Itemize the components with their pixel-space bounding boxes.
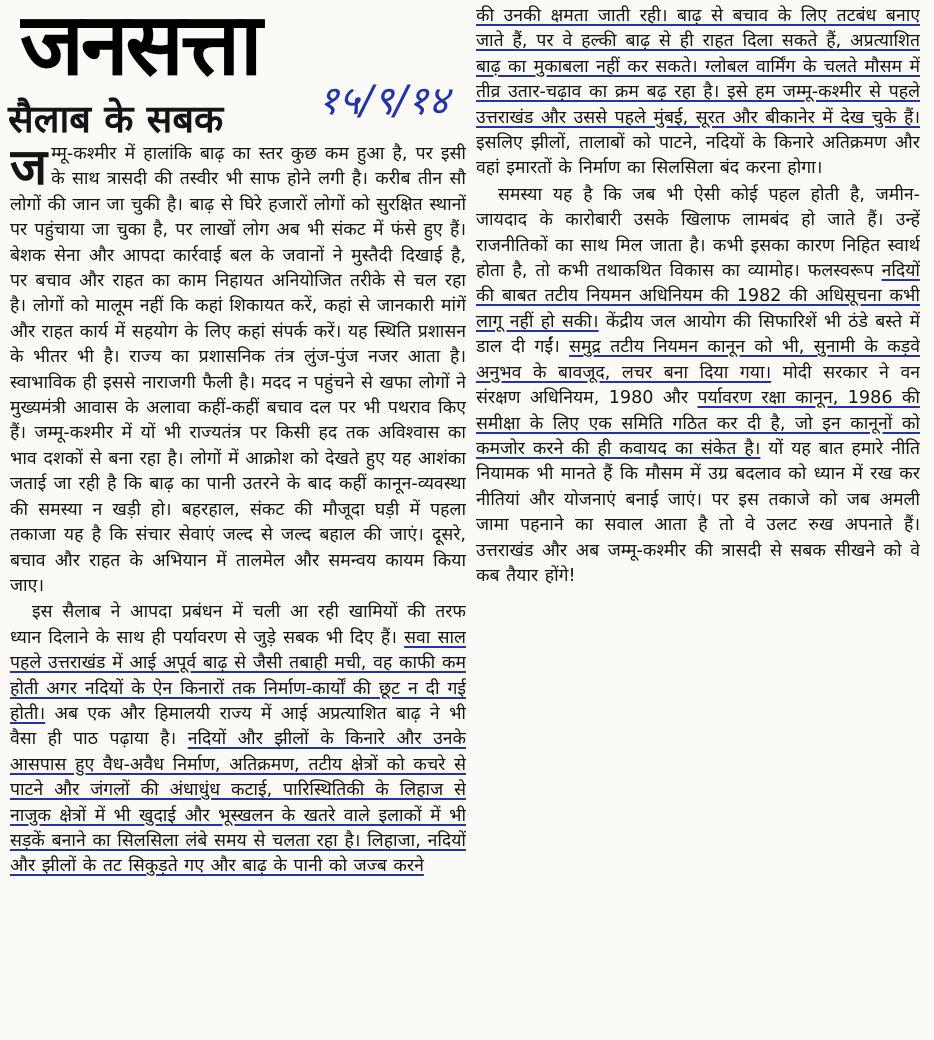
underlined-text: सवा साल पहले उत्तराखंड में आई अपूर्व बाढ़ से जैसी तबाही मची, वह काफी कम होती अगर नदियों के ऐन किनारों तक निर्माण-कार्यों की छूट न दी गई होती। [10,627,466,724]
underlined-text: पर्यावरण रक्षा कानून, 1986 की समीक्षा के लिए एक समिति गठित कर दी है, जो इन कानूनों को कमजोर करने की ही कवायद का संकेत है। [476,388,920,459]
editorial-headline: सैलाब के सबक [8,97,224,141]
underlined-text: समुद्र तटीय नियमन कानून को भी, सुनामी के कड़वे अनुभव के बावजूद, लचर बना दिया गया। [476,337,920,383]
handwritten-date-note: १५/९/१४ [318,78,449,124]
underlined-text: नदियों की बाबत तटीय नियमन अधिनियम की 1982 की अधिसूचना कभी लागू नहीं हो सकी। [476,261,920,332]
paragraph-text: इसलिए झीलों, तालाबों को पाटने, नदियों के किनारे अतिक्रमण और वहां इमारतों के निर्माण का सिलसिला बंद करना होगा। [476,133,920,179]
paragraph-text: इस सैलाब ने आपदा प्रबंधन में चली आ रही खामियों की तरफ ध्यान दिलाने के साथ ही पर्यावरण से जुड़े सबक भी दिए हैं। [10,602,466,648]
paragraph-text: यों यह बात हमारे नीति नियामक भी मानते हैं कि मौसम में उग्र बदलाव को ध्यान में रख कर नीतियां और योजनाएं बनाई जाएं। पर इस तकाजे को जब अमली जामा पहनाने का सवाल आता है तो वे उलट रुख अपनाते हैं। उत्तराखंड और अब जम्मू-कश्मीर की त्रासदी से सबक सीखने को वे कब तैयार होंगे! [476,438,920,586]
article-column-right [476,4,920,684]
paragraph [476,4,920,182]
paragraph [10,142,466,599]
underlined-text: की उनकी क्षमता जाती रही। बाढ़ से बचाव के लिए तटबंध बनाए जाते हैं, पर वे हल्की बाढ़ से ही राहत दिला सकते हैं, अप्रत्याशित बाढ़ का मुकाबला नहीं कर सकते। ग्लोबल वार्मिंग के चलते मौसम में तीव्र उतार-चढ़ाव का क्रम बढ़ रहा है। इसे हम जम्मू-कश्मीर से पहले उत्तराखंड और उससे पहले मुंबई, सूरत और बीकानेर में देख चुके हैं। [476,6,920,128]
newspaper-masthead: जनसत्ता [20,2,260,88]
paragraph [476,183,920,590]
paragraph-text: केंद्रीय जल आयोग की सिफारिशें भी ठंडे बस्ते में डाल दी गईं। [476,311,920,358]
underlined-text: नदियों और झीलों के किनारे और उनके आसपास हुए वैध-अवैध निर्माण, अतिक्रमण, तटीय क्षेत्रों को कचरे से पाटने और जंगलों की अंधाधुंध कटाई, पारिस्थितिकी के लिहाज से नाजुक क्षेत्रों में भी खुदाई और भूस्खलन के खतरे वाले इलाकों में भी सड़कें बनाने का सिलसिला लंबे समय से चलता रहा है। लिहाजा, नदियों और झीलों के तट सिकुड़ते गए और बाढ़ के पानी को जज्ब करने [10,729,466,877]
paragraph-text: म्मू-कश्मीर में हालांकि बाढ़ का स्तर कुछ कम हुआ है, पर इसी के साथ त्रासदी की तस्वीर भी साफ होने लगी है। करीब तीन सौ लोगों की जान जा चुकी है। बाढ़ से घिरे हजारों लोगों को सुरक्षित स्थानों पर पहुंचाया जा चुका है, पर लाखों लोग अब भी संकट में फंसे हुए हैं। बेशक सेना और आपदा कार्रवाई बल के जवानों ने मुस्तैदी दिखाई है, पर बचाव और राहत का काम निहायत अनियोजित तरीके से चल रहा है। लोगों को मालूम नहीं कि कहां शिकायत करें, कहां से जानकारी मांगें और राहत कार्य में सहयोग के लिए कहां संपर्क करें। यह स्थिति प्रशासन के भीतर भी है। राज्य का प्रशासनिक तंत्र लुंज-पुंज नजर आता है। स्वाभाविक ही इससे नाराजगी फैली है। मदद न पहुंचने से खफा लोगों ने मुख्यमंत्री आवास के अलावा कहीं-कहीं बचाव दल पर भी पथराव किए हैं। जम्मू-कश्मीर में यों भी राज्यतंत्र पर किसी हद तक अविश्वास का भाव दशकों से बना रहा है। लोगों में आक्रोश को देखते हुए यह आशंका जताई जा रही है कि बाढ़ का पानी उतरने के बाद कहीं कानून-व्यवस्था की समस्या न खड़ी हो। बहरहाल, संकट की मौजूदा घड़ी में पहला तकाजा यह है कि संचार सेवाएं जल्द से जल्द बहाल की जाएं। दूसरे, बचाव और राहत के अभियान में तालमेल और समन्वय कायम किया जाए। [10,144,466,596]
drop-cap: ज [10,142,48,196]
paragraph-text: समस्या यह है कि जब भी ऐसी कोई पहल होती है, जमीन-जायदाद के कारोबारी उसके खिलाफ लामबंद हो जाते हैं। उन्हें राजनीतिकों का साथ मिल जाता है। कभी इसका कारण निहित स्वार्थ होता है, तो कभी तथाकथित विकास का व्यामोह। फलस्वरूप [476,184,920,282]
paragraph [10,600,466,879]
paragraph-text: अब एक और हिमालयी राज्य में आई अप्रत्याशित बाढ़ ने भी वैसा ही पाठ पढ़ाया है। [10,703,466,750]
paragraph-text: मोदी सरकार ने वन संरक्षण अधिनियम, 1980 और [476,362,920,409]
article-column-left [10,142,466,1030]
